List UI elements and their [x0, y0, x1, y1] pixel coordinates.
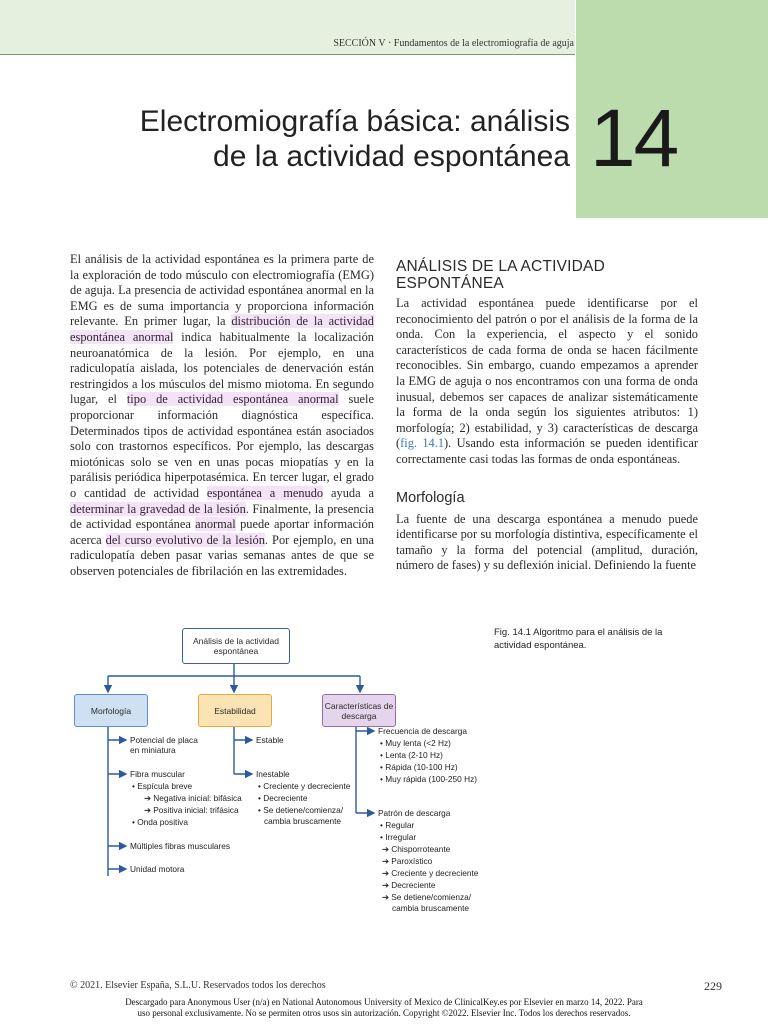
item-creciente: • Creciente y decreciente [258, 781, 351, 791]
text-run: suele proporcionar información diagnóstica específica. Determinados tipos de actividad espontánea están asociados solo con trastornos específicos. Por ejemplo, las descargas miotónicas solo se ven en unas pocas miopatías y en la parálisis periódica hiperpotasémica. En tercer lugar, el grado o cantidad de actividad [70, 392, 374, 500]
highlight: distribución de la actividad espontánea anormal [70, 314, 374, 344]
item-multiples: Múltiples fibras musculares [130, 841, 231, 851]
item-bruscamente-d: cambia bruscamente [392, 903, 470, 913]
download-note [0, 997, 768, 1019]
item-detiene-d: ➔ Se detiene/comienza/ [382, 892, 472, 902]
text-run: ). Usando esta información se pueden identificar correctamente casi todas las formas de onda espontáneas. [396, 436, 698, 466]
text-run: . Finalmente, la presencia de actividad espontánea [70, 501, 374, 532]
item-decreciente: • Decreciente [258, 793, 308, 803]
text-run: . Por ejemplo, en una radiculopatía deben pasar varias semanas antes de que se observen potenciales de fibrilación en las extremidades. [70, 532, 374, 578]
item-positiva: ➔ Positiva inicial: trifásica [144, 805, 239, 815]
item-muy-rapida: • Muy rápida (100-250 Hz) [380, 774, 477, 784]
item-paroxistico: ➔ Paroxístico [382, 856, 433, 866]
item-rapida: • Rápida (10-100 Hz) [380, 762, 458, 772]
item-decreciente-d: ➔ Decreciente [382, 880, 436, 890]
figure-algorithm [70, 624, 484, 924]
item-unidad: Unidad motora [130, 864, 185, 874]
text-run: indica habitualmente la localización neuroanatómica de la lesión. Por ejemplo, en una radiculopatía aislada, los potenciales de denervación están restringidos a los músculos del mismo miotoma. En segundo lugar, el [70, 329, 374, 407]
item-irregular: • Irregular [380, 832, 417, 842]
highlight: tipo de actividad espontánea anormal [126, 392, 339, 407]
header-rule [0, 54, 575, 55]
item-regular: • Regular [380, 820, 415, 830]
section-label: SECCIÓN V · Fundamentos de la electromiografía de aguja [333, 38, 574, 49]
intro-paragraph [70, 252, 374, 579]
download-line2: uso personal exclusivamente. No se permiten otros usos sin autorización. Copyright ©2022. Elsevier Inc. Todos los derechos reservados. [137, 1008, 631, 1018]
figure-link[interactable]: fig. 14.1 [400, 436, 445, 451]
item-patron: Patrón de descarga [378, 808, 451, 818]
chapter-title-line1: Electromiografía básica: análisis [139, 105, 570, 138]
item-creciente-d: ➔ Creciente y decreciente [382, 868, 479, 878]
branch-descarga: Características de descarga [322, 694, 396, 727]
text-run: La actividad espontánea puede identificarse por el reconocimiento del patrón o por el análisis de la forma de la onda. Con la experiencia, el aspecto y el sonido característicos de cada forma de onda se hacen fácilmente reconocibles. Sin embargo, cuando empezamos a aprender la EMG de aguja o nos encontramos con una forma de onda inusual, debemos ser capaces de analizar sistemáticamente la forma de la onda según los siguientes atributos: 1) morfología; 2) estabilidad, y 3) características de descarga ( [396, 296, 698, 451]
item-inestable: Inestable [256, 769, 290, 779]
branch-estabilidad: Estabilidad [198, 694, 272, 727]
right-column [396, 258, 698, 574]
item-espicula: • Espícula breve [132, 781, 193, 791]
text-run: ayuda a [323, 485, 374, 500]
page-number: 229 [704, 979, 722, 993]
item-muy-lenta: • Muy lenta (<2 Hz) [380, 738, 451, 748]
item-bruscamente: cambia bruscamente [264, 816, 342, 826]
highlight: espontánea a menudo [206, 485, 324, 500]
item-frecuencia: Frecuencia de descarga [378, 726, 468, 736]
item-lenta: • Lenta (2-10 Hz) [380, 750, 443, 760]
highlight: del curso evolutivo de la lesión [105, 532, 265, 547]
morfologia-paragraph: La fuente de una descarga espontánea a menudo puede identificarse por su morfología distintiva, específicamente el tamaño y la forma del potencial (amplitud, duración, número de fases) y su deflexión inicial. Definiendo la fuente [396, 511, 698, 573]
root-box: Análisis de la actividad espontánea [182, 628, 290, 664]
chapter-title-line2: de la actividad espontánea [213, 140, 570, 173]
item-fibra: Fibra muscular [130, 769, 185, 779]
item-placa: Potencial de placa en miniatura [130, 735, 198, 756]
highlight: determinar la gravedad de la lesión [70, 501, 246, 516]
item-chisporroteante: ➔ Chisporroteante [382, 844, 451, 854]
item-estable: Estable [256, 735, 284, 745]
chapter-number: 14 [590, 93, 678, 184]
chapter-title [140, 104, 570, 174]
item-detiene: • Se detiene/comienza/ [258, 805, 344, 815]
highlight: anormal [195, 517, 236, 532]
item-negativa: ➔ Negativa inicial: bifásica [144, 793, 242, 803]
download-line1: Descargado para Anonymous User (n/a) en National Autonomous University of Mexico de ClinicalKey.es por Elsevier en marzo 14, 2022. Para [125, 997, 643, 1007]
item-onda: • Onda positiva [132, 817, 188, 827]
subheading-morfologia: Morfología [396, 489, 465, 506]
text-run: puede aportar información acerca [70, 517, 374, 547]
text-run: El análisis de la actividad espontánea es la primera parte de la exploración de todo músculo con electromiografía (EMG) de aguja. La presencia de actividad espontánea anormal en la EMG es de suma importancia y proporciona información relevante. En primer lugar, la [70, 252, 374, 329]
section-heading: ANÁLISIS DE LA ACTIVIDAD ESPONTÁNEA [396, 258, 605, 292]
analysis-paragraph [396, 296, 698, 468]
figure-caption: Fig. 14.1 Algoritmo para el análisis de la actividad espontánea. [494, 627, 663, 651]
branch-morfologia: Morfología [74, 694, 148, 727]
copyright: © 2021. Elsevier España, S.L.U. Reservados todos los derechos [70, 980, 326, 991]
